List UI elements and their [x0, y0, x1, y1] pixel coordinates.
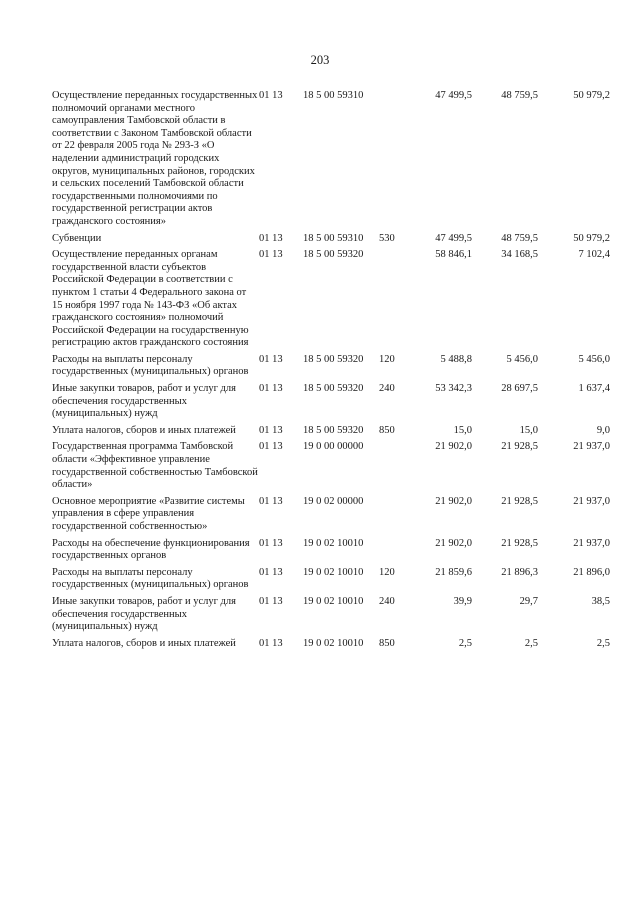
amount-year-2: 21 896,3: [501, 566, 538, 578]
expense-type-code: 850: [379, 424, 395, 436]
section-code: 01 13: [259, 249, 283, 261]
section-code: 01 13: [259, 441, 283, 453]
amount-year-1: 15,0: [453, 424, 472, 436]
expense-type-code: 120: [379, 353, 395, 365]
section-code: 01 13: [259, 383, 283, 395]
table-row: [52, 567, 612, 592]
section-code: 01 13: [259, 566, 283, 578]
amount-year-3: 38,5: [591, 595, 610, 607]
amount-year-3: 21 937,0: [573, 495, 610, 507]
target-article-code: 19 0 02 00000: [303, 495, 364, 507]
section-code: 01 13: [259, 495, 283, 507]
amount-year-2: 28 697,5: [501, 383, 538, 395]
amount-year-2: 15,0: [519, 424, 538, 436]
table-row: [52, 90, 612, 229]
target-article-code: 18 5 00 59320: [303, 424, 364, 436]
section-code: 01 13: [259, 90, 283, 101]
amount-year-3: 2,5: [596, 637, 610, 649]
expense-type-code: 850: [379, 637, 395, 649]
target-article-code: 19 0 02 10010: [303, 595, 364, 607]
target-article-code: 18 5 00 59320: [303, 249, 364, 261]
amount-year-1: 21 902,0: [435, 537, 472, 549]
amount-year-3: 1 637,4: [578, 383, 610, 395]
amount-year-2: 2,5: [524, 637, 538, 649]
target-article-code: 19 0 02 10010: [303, 566, 364, 578]
expense-name: Иные закупки товаров, работ и услуг для обеспечения государственных (муниципальных) нужд: [52, 595, 236, 633]
expense-name: Уплата налогов, сборов и иных платежей: [52, 424, 236, 436]
expense-name: Осуществление переданных государственных полномочий органами местного самоуправления Тамбовской области в соответствии с Законом Тамбовской области от 22 февраля 2005 года № 293-З «О наделении администраций городских округов, муниципальных районов, городских и сельских поселений Тамбовской области государственными полномочиями по государственной регистрации актов гражданского состояния»: [52, 90, 258, 227]
table-row: [52, 233, 612, 246]
amount-year-1: 5 488,8: [440, 353, 472, 365]
amount-year-1: 58 846,1: [435, 249, 472, 261]
amount-year-1: 2,5: [458, 637, 472, 649]
expense-type-code: 530: [379, 232, 395, 244]
table-row: [52, 383, 612, 421]
expense-type-code: 240: [379, 383, 395, 395]
expense-name: Уплата налогов, сборов и иных платежей: [52, 637, 236, 649]
table-row: [52, 496, 612, 534]
table-row: [52, 354, 612, 379]
amount-year-2: 21 928,5: [501, 441, 538, 453]
amount-year-2: 29,7: [519, 595, 538, 607]
expense-name: Государственная программа Тамбовской области «Эффективное управление государственной собственностью Тамбовской области»: [52, 441, 258, 491]
amount-year-2: 48 759,5: [501, 232, 538, 244]
table-row: [52, 638, 612, 651]
amount-year-2: 5 456,0: [506, 353, 538, 365]
amount-year-3: 21 937,0: [573, 537, 610, 549]
table-row: [52, 425, 612, 438]
amount-year-2: 21 928,5: [501, 495, 538, 507]
target-article-code: 19 0 02 10010: [303, 637, 364, 649]
section-code: 01 13: [259, 424, 283, 436]
amount-year-1: 53 342,3: [435, 383, 472, 395]
table-row: [52, 249, 612, 350]
amount-year-1: 47 499,5: [435, 90, 472, 101]
target-article-code: 18 5 00 59310: [303, 232, 364, 244]
amount-year-2: 34 168,5: [501, 249, 538, 261]
amount-year-1: 21 902,0: [435, 441, 472, 453]
expense-type-code: 120: [379, 566, 395, 578]
amount-year-1: 39,9: [453, 595, 472, 607]
section-code: 01 13: [259, 595, 283, 607]
expense-type-code: 240: [379, 595, 395, 607]
section-code: 01 13: [259, 232, 283, 244]
amount-year-3: 9,0: [596, 424, 610, 436]
amount-year-1: 47 499,5: [435, 232, 472, 244]
amount-year-3: 21 937,0: [573, 441, 610, 453]
amount-year-3: 50 979,2: [573, 90, 610, 101]
expense-name: Осуществление переданных органам государственной власти субъектов Российской Федерации в соответствии с пунктом 1 статьи 4 Федерального закона от 15 ноября 1997 года № 143-ФЗ «Об актах гражданского состояния» полномочий Российской Федерации на государственную регистрацию актов гражданского состояния: [52, 249, 249, 349]
table-row: [52, 596, 612, 634]
expense-name: Расходы на выплаты персоналу государственных (муниципальных) органов: [52, 353, 249, 378]
page-number: 203: [310, 53, 330, 67]
expense-name: Расходы на выплаты персоналу государственных (муниципальных) органов: [52, 566, 249, 591]
target-article-code: 18 5 00 59310: [303, 90, 364, 101]
table-row: [52, 441, 612, 491]
section-code: 01 13: [259, 353, 283, 365]
section-code: 01 13: [259, 537, 283, 549]
budget-table: [52, 90, 612, 654]
amount-year-1: 21 859,6: [435, 566, 472, 578]
amount-year-3: 21 896,0: [573, 566, 610, 578]
target-article-code: 19 0 00 00000: [303, 441, 364, 453]
expense-name: Расходы на обеспечение функционирования государственных органов: [52, 537, 250, 562]
target-article-code: 19 0 02 10010: [303, 537, 364, 549]
section-code: 01 13: [259, 637, 283, 649]
amount-year-3: 5 456,0: [578, 353, 610, 365]
amount-year-3: 7 102,4: [578, 249, 610, 261]
target-article-code: 18 5 00 59320: [303, 353, 364, 365]
amount-year-2: 21 928,5: [501, 537, 538, 549]
amount-year-1: 21 902,0: [435, 495, 472, 507]
table-row: [52, 538, 612, 563]
expense-name: Субвенции: [52, 232, 102, 244]
expense-name: Иные закупки товаров, работ и услуг для обеспечения государственных (муниципальных) нужд: [52, 383, 236, 420]
amount-year-2: 48 759,5: [501, 90, 538, 101]
expense-name: Основное мероприятие «Развитие системы управления в сфере управления государственной собственностью»: [52, 495, 245, 532]
target-article-code: 18 5 00 59320: [303, 383, 364, 395]
amount-year-3: 50 979,2: [573, 232, 610, 244]
